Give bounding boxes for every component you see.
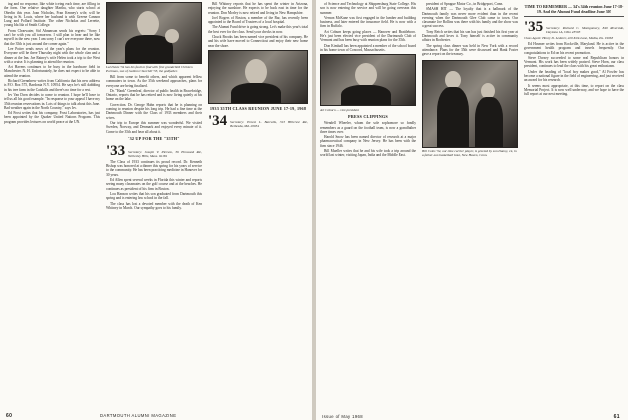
grandchild-photo-caption: Lal Davis '34 has his fault to find with first grandchild Christen Portman, son of Geldon Churchill '33, the godfather. bbox=[106, 65, 193, 73]
left-col2-text bbox=[106, 75, 202, 134]
art-coburn-photo bbox=[320, 54, 416, 106]
paragraph: Wendell Wheeler, whom the sole sophomore so fondly remembers as a guard on the football team, is now a grandfather three times over. bbox=[320, 121, 416, 134]
paragraph: Bill Mueller writes that he and his wife took a trip around the world last winter, visiting Japan, India and the Middle East. bbox=[320, 149, 416, 158]
reunion-banner-33: 1933 35TH CLASS REUNION JUNE 17-19, 1968 bbox=[209, 105, 307, 111]
paragraph: Ed Frost writes that his company, Frost Laboratories, has just been appointed by the Quaker United Nations Program. This program provides lectures on world peace at the UN. bbox=[4, 111, 100, 124]
paragraph: SMASH HIT — The loyalty that is a hallmark of the Dartmouth family was never more evident than in the recent evening when the Dartmouth Glee Club came to town. Our classmate Joe Rollins was there with his family and the show was a great success. bbox=[422, 7, 518, 29]
paragraph: Irv Van Dorn decides to come to reunion. I hope he'll have to tell us all his good example. "In response to your appeal I have my 35th reunion reservations in. Lots of things to talk about this June. Bad weather again in the North Country," says Irv. bbox=[4, 92, 100, 110]
paragraph: It seems most appropriate, at this time, to report on the class Memorial Project. It is now well underway, and we hope to have the full report at our next meeting. bbox=[524, 83, 624, 97]
paragraph: Don Kimball has been appointed a member of the school board in his home town of Concord, Massachusetts. bbox=[320, 43, 416, 52]
paragraph: The class has lost a devoted member with the death of Ken Whitney in March. Our sympathy goes to his family. bbox=[106, 201, 202, 210]
paragraph: Dr. "Hank" Greenleaf, director of public health in Bracebridge, Ontario, reports that he has retired and is now living quietly at his home on the lake. bbox=[106, 88, 202, 102]
paragraph: The Class of 1933 continues its proud record. Dr. Kenneth Bishop was honored at a dinner this spring for his years of service to the community. He has been practicing medicine in Hanover for 30 years. bbox=[106, 159, 202, 177]
classmate-portrait-left bbox=[208, 50, 308, 104]
reunion-banner-32: '32 UP FOR THE "35TH" bbox=[128, 135, 180, 141]
paragraph: president of Sprague Motor Co., in Bridgeport, Conn. bbox=[426, 2, 504, 6]
basketball-photo bbox=[422, 60, 518, 148]
right-column-3 bbox=[524, 2, 624, 406]
time-to-remember-note: TIME TO REMEMBER — 34's 34th reunion June 17-18-19. And the Alumni Fund deadline June 30! bbox=[524, 4, 624, 14]
paragraph: Tony Reich writes that his son has just finished his first year at Dartmouth and loves it. Tony himself is active in community affairs in Rochester. bbox=[422, 29, 518, 43]
class-heading-35 bbox=[524, 20, 624, 34]
paragraph: of Science and Technology at Shippensburg State College. His son is now entering the service and will be going overseas this summer. bbox=[320, 2, 416, 15]
basketball-photo-caption: Bill Coles '34, our time carrier player, is greeted by son Danny, 14, in a father-son basketball bout, New Haven, Conn. bbox=[422, 148, 517, 157]
right-col1b-text bbox=[320, 121, 416, 157]
left-col3-text bbox=[208, 2, 308, 48]
right-column-2 bbox=[422, 2, 518, 406]
right-page-number: 61 bbox=[613, 414, 620, 420]
paragraph: Bill Whitney reports that he has spent the winter in Arizona, enjoying the sunshine. He expects to be back east in time for the reunion. Don Morley is now retired and living in New Hampshire. bbox=[208, 2, 308, 15]
left-column-1 bbox=[4, 2, 100, 406]
left-column-3 bbox=[208, 2, 308, 406]
class-secretary-35: Secretary: Richard C. Montgomery, 840 Riverside, Daytona 1A, Ohio 43503 bbox=[546, 26, 624, 34]
paragraph: Joel Rogers of Boston, a member of the Bar, has recently been appointed to the Board of Trustees of a local hospital. bbox=[208, 15, 308, 25]
right-footer-label: Issue of May 1968 bbox=[322, 414, 364, 419]
left-col2b-text bbox=[106, 160, 202, 210]
paragraph: ing and no response, like white iceing each time, are filling in the form. One relative daughter Martha, who starts school at Oberlin this year. Joan Nicholas, Fran Kenney's wife, will be living in St. Louis, where her husband is with Greene Cannon Lung and Pollard Institute. The other Nicholas and Lerrette, young Ida Ida of Smith College. bbox=[4, 2, 100, 28]
class-heading-33 bbox=[106, 144, 202, 158]
right-col2-text bbox=[422, 2, 518, 57]
paragraph: The Alumni Fund drive is going strong. Let's make this year's total the best ever for the class. Send your checks in now. bbox=[208, 25, 308, 34]
paragraph: Harold Snow has been named director of research at a major pharmaceutical company in New Jersey. He has been with the firm since 1946. bbox=[320, 135, 416, 148]
left-page bbox=[0, 0, 312, 420]
class-secretary-33: Secretary: Joseph V. Pierson, 36 Elmwood Rd., Wellesley Hills, Mass. 02181 bbox=[128, 149, 202, 158]
paragraph: Chuck Brooks has been named vice president of his company. He and his wife have moved to Connecticut and enjoy their new home near the shore. bbox=[208, 35, 308, 48]
right-col1-text bbox=[320, 2, 416, 52]
right-footer bbox=[322, 414, 622, 419]
right-col3-text bbox=[524, 42, 624, 97]
paragraph: Under the heading of "local boy makes good," Al Fowler has become a national figure in the field of engineering, and just received an award for his research. bbox=[524, 69, 624, 83]
paragraph: Ed Hosmer writes from Rockville, Maryland. He is active in the government health program and travels frequently. Our congratulations to Ed on his recent promotion. bbox=[524, 42, 624, 55]
art-coburn-caption: Art Coburn — vice president bbox=[320, 108, 360, 113]
class-number-33: '33 bbox=[106, 142, 126, 159]
class-agent-35: Class Agent: Henry D. Lederer, 220 Kirk Lane, Media, Pa. 19063 bbox=[524, 36, 614, 40]
left-column-2 bbox=[106, 2, 202, 406]
paragraph: Lou Hanson writes that his son graduated from Dartmouth this spring and is entering law school in the fall. bbox=[106, 191, 202, 201]
paragraph: Correction. Dr. George Hahn reports that he is planning on coming to reunion despite his long trip. He had a fine time at the Dartmouth Dinner with the Class of 1933 members and their wives. bbox=[106, 102, 202, 120]
paragraph: From Clearwater, Sid Abramson sends his regrets: "Sorry I can't be with you all tomorrow. I still plan to hear and be like myself in the new year. I am sorry I can't see everyone there, now that the 35th is just around the corner again." bbox=[4, 28, 100, 46]
paragraph: Vernon McKane was first engaged in the lumber and building business, and later entered the insurance field. He is now with a firm in Buffalo. bbox=[320, 15, 416, 29]
paragraph: Ed Allen spent several weeks in Florida this winter and reports seeing many classmates on the golf course and at the beaches. He continues as president of his firm in Boston. bbox=[106, 178, 202, 191]
press-clippings-heading: PRESS CLIPPINGS bbox=[348, 114, 388, 120]
left-page-number: 60 bbox=[6, 413, 13, 419]
paragraph: Lee Potter sends news of the year's plans for the reunion. Everyone will be there Thursday night with the whole clan and a dinner at the Inn. Joe Rainey's wife Helen took a trip to the West with a cruise. It is planning to attend the reunion. bbox=[4, 46, 100, 64]
grandchild-photo bbox=[106, 2, 202, 64]
paragraph: Richard Grennbrew writes from California that his new address is P.O. Box 575, Bardonia N.Y. 10954. He says he's still dabbling in his tree farm in the Catskills and there's no time for a rest. bbox=[4, 79, 100, 92]
paragraph: Bill from some to benefit others, and which apparent fellow commuters in town. As the 35th weekend approaches, plans for everyone are being finalized. bbox=[106, 75, 202, 88]
left-footer-label: DARTMOUTH ALUMNI MAGAZINE bbox=[99, 413, 177, 418]
class-number-34: '34 bbox=[208, 112, 228, 129]
divider bbox=[524, 16, 624, 17]
right-page bbox=[316, 0, 628, 420]
paragraph: The spring class dinner was held in New York with a record attendance. Plans for the 35th were discussed and Hank Foster gave a report on the treasury. bbox=[422, 43, 518, 57]
paragraph: Art Havens continues to be busy in the hardware field in Manchester. N. H. Unfortunately, he does not expect to be able to attend the reunion. bbox=[4, 65, 100, 78]
right-column-1 bbox=[320, 2, 416, 406]
left-col1-text bbox=[4, 2, 100, 124]
class-heading-34 bbox=[208, 114, 308, 128]
left-footer bbox=[6, 413, 176, 419]
paragraph: Art Coburn keeps going places — Hanover and Brattleboro. He's just been elected vice president of the Dartmouth Club of Vermont and has been busy with reunion plans for the 35th. bbox=[320, 29, 416, 43]
class-number-35: '35 bbox=[524, 19, 544, 35]
paragraph: Our trip to Europe this summer was wonderful. We visited Sweden, Norway, and Denmark and enjoyed every minute of it. Come to the 35th and hear all about it. bbox=[106, 120, 202, 134]
class-secretary-34: Secretary: Ernest L. Barcella, 313 Hillcrest Rd., Bethesda, Md. 20034 bbox=[230, 119, 308, 128]
paragraph: Steve Dorsey succeeded to some real Republican honors in Vermont. His work has been widely praised. Steve Horn, our class president, continues to lead the class with his great enthusiasm. bbox=[524, 55, 624, 69]
